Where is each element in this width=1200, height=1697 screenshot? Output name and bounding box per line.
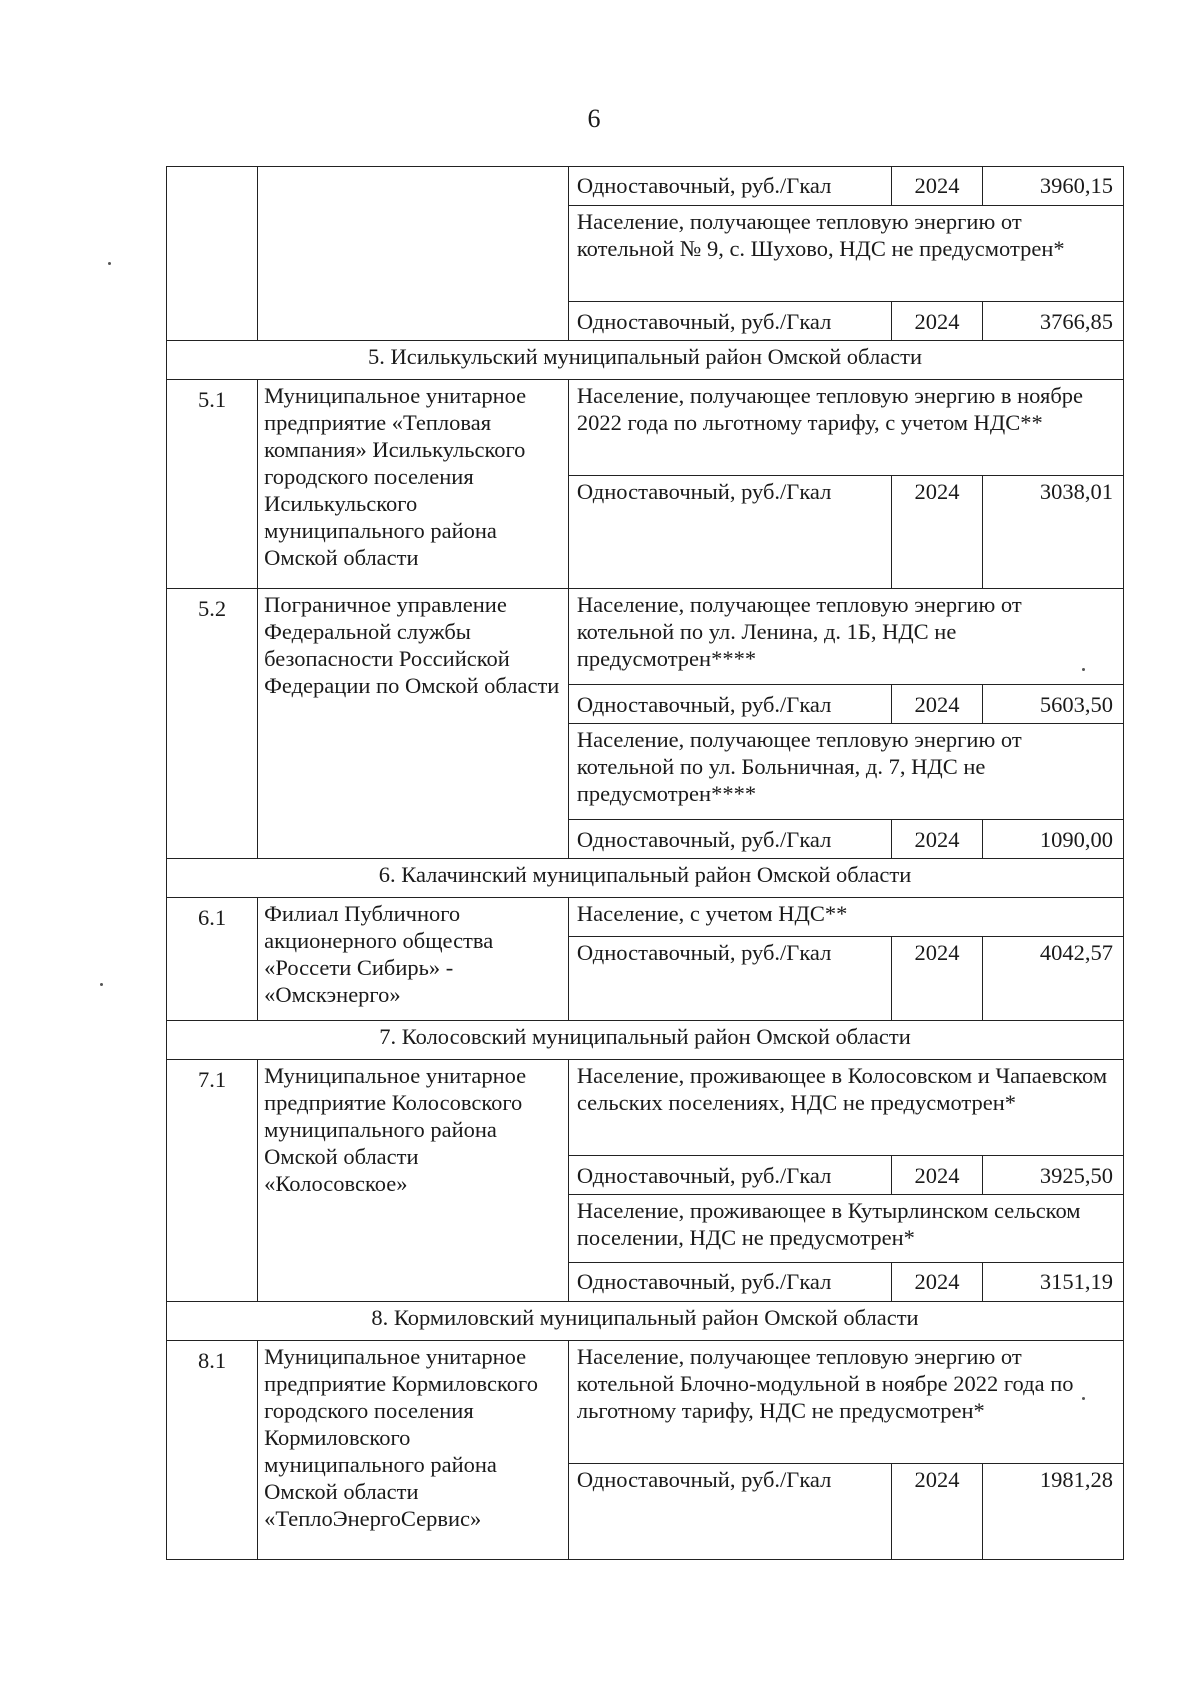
- rate-type-cell: Одноставочный, руб./Гкал: [568, 1463, 891, 1559]
- scan-speck: [1082, 1397, 1085, 1400]
- consumer-category-cell: Население, получающее тепловую энергию от котельной Блочно-модульной в ноябре 2022 года по льготному тарифу, НДС не предусмотрен*: [568, 1340, 1123, 1463]
- year-cell: 2024: [891, 1262, 982, 1301]
- rate-type-cell: Одноставочный, руб./Гкал: [568, 476, 891, 589]
- number-cell: [167, 167, 258, 341]
- tariff-value-cell: 1981,28: [983, 1463, 1124, 1559]
- table-row: [167, 898, 1124, 937]
- rate-type-cell: Одноставочный, руб./Гкал: [568, 167, 891, 206]
- rate-type-cell: Одноставочный, руб./Гкал: [568, 937, 891, 1021]
- table-row: [167, 341, 1124, 380]
- page-number: 6: [587, 104, 601, 133]
- number-cell: 5.2: [167, 588, 258, 858]
- rate-type-cell: Одноставочный, руб./Гкал: [568, 685, 891, 724]
- number-cell: 7.1: [167, 1060, 258, 1302]
- section-header: 6. Калачинский муниципальный район Омской области: [167, 859, 1124, 898]
- consumer-category-cell: Население, с учетом НДС**: [568, 898, 1123, 937]
- tariff-value-cell: 3925,50: [983, 1156, 1124, 1195]
- year-cell: 2024: [891, 1156, 982, 1195]
- scan-speck: [100, 983, 103, 986]
- tariff-value-cell: 3960,15: [983, 167, 1124, 206]
- number-cell: 5.1: [167, 380, 258, 589]
- table-row: [167, 1340, 1124, 1463]
- number-cell: 6.1: [167, 898, 258, 1021]
- table-row: [167, 588, 1124, 684]
- organization-cell: Муниципальное унитарное предприятие Кормиловского городского поселения Кормиловского муниципального района Омской области «ТеплоЭнергоСервис»: [258, 1340, 569, 1559]
- rate-type-cell: Одноставочный, руб./Гкал: [568, 1262, 891, 1301]
- table-row: [167, 1301, 1124, 1340]
- year-cell: 2024: [891, 302, 982, 341]
- organization-cell: Филиал Публичного акционерного общества «Россети Сибирь» - «Омскэнерго»: [258, 898, 569, 1021]
- organization-cell: Пограничное управление Федеральной службы безопасности Российской Федерации по Омской области: [258, 588, 569, 858]
- scan-speck: [108, 262, 111, 265]
- consumer-category-cell: Население, получающее тепловую энергию в ноябре 2022 года по льготному тарифу, с учетом НДС**: [568, 380, 1123, 476]
- consumer-category-cell: Население, получающее тепловую энергию от котельной по ул. Ленина, д. 1Б, НДС не предусмотрен****: [568, 588, 1123, 684]
- year-cell: 2024: [891, 820, 982, 859]
- table-row: [167, 1021, 1124, 1060]
- year-cell: 2024: [891, 476, 982, 589]
- section-header: 5. Исилькульский муниципальный район Омской области: [167, 341, 1124, 380]
- consumer-category-cell: Население, проживающее в Кутырлинском сельском поселении, НДС не предусмотрен*: [568, 1195, 1123, 1263]
- table-row: [167, 859, 1124, 898]
- tariff-value-cell: 3038,01: [983, 476, 1124, 589]
- number-cell: 8.1: [167, 1340, 258, 1559]
- year-cell: 2024: [891, 1463, 982, 1559]
- table-row: [167, 380, 1124, 476]
- organization-cell: [258, 167, 569, 341]
- tariff-value-cell: 3766,85: [983, 302, 1124, 341]
- tariff-value-cell: 5603,50: [983, 685, 1124, 724]
- year-cell: 2024: [891, 937, 982, 1021]
- rate-type-cell: Одноставочный, руб./Гкал: [568, 820, 891, 859]
- consumer-category-cell: Население, получающее тепловую энергию от котельной по ул. Больничная, д. 7, НДС не предусмотрен****: [568, 724, 1123, 820]
- table-row: [167, 167, 1124, 206]
- consumer-category-cell: Население, получающее тепловую энергию от котельной № 9, с. Шухово, НДС не предусмотрен*: [568, 205, 1123, 301]
- organization-cell: Муниципальное унитарное предприятие «Тепловая компания» Исилькульского городского поселения Исилькульского муниципального района Омской области: [258, 380, 569, 589]
- tariff-value-cell: 3151,19: [983, 1262, 1124, 1301]
- table-row: [167, 1060, 1124, 1156]
- tariff-table: [166, 166, 1124, 1560]
- rate-type-cell: Одноставочный, руб./Гкал: [568, 1156, 891, 1195]
- tariff-value-cell: 4042,57: [983, 937, 1124, 1021]
- section-header: 8. Кормиловский муниципальный район Омской области: [167, 1301, 1124, 1340]
- year-cell: 2024: [891, 167, 982, 206]
- consumer-category-cell: Население, проживающее в Колосовском и Чапаевском сельских поселениях, НДС не предусмотрен*: [568, 1060, 1123, 1156]
- rate-type-cell: Одноставочный, руб./Гкал: [568, 302, 891, 341]
- year-cell: 2024: [891, 685, 982, 724]
- organization-cell: Муниципальное унитарное предприятие Колосовского муниципального района Омской области «Колосовское»: [258, 1060, 569, 1302]
- section-header: 7. Колосовский муниципальный район Омской области: [167, 1021, 1124, 1060]
- scan-speck: [1082, 668, 1085, 671]
- tariff-value-cell: 1090,00: [983, 820, 1124, 859]
